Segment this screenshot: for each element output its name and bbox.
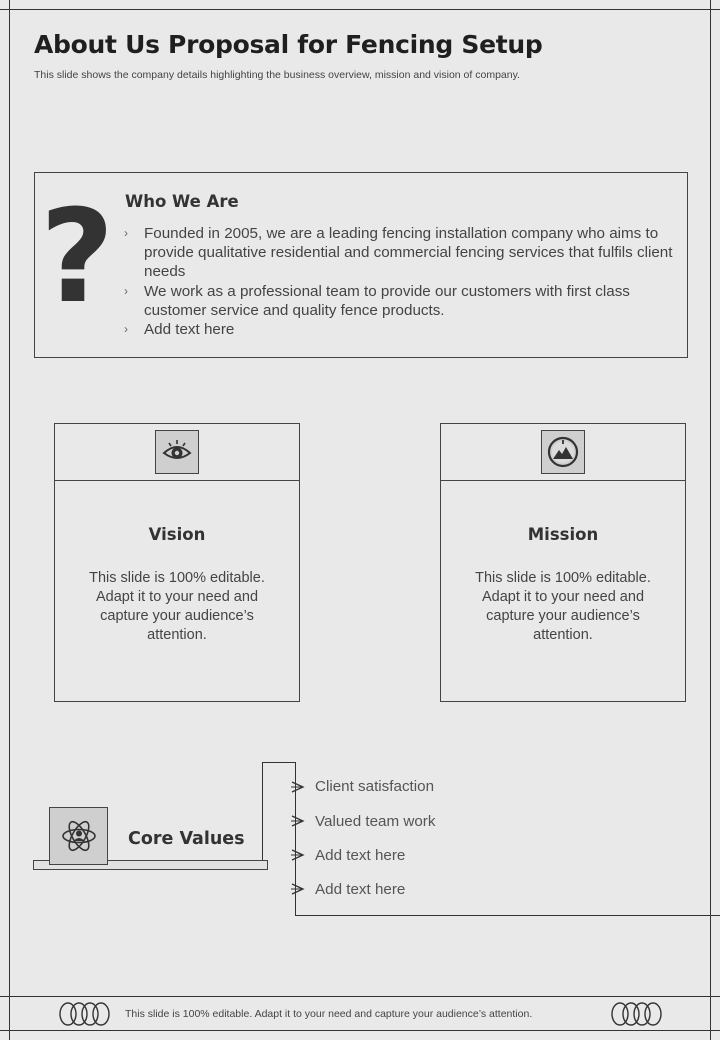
vision-card <box>54 423 300 702</box>
rings-icon <box>58 1001 112 1027</box>
vision-title: Vision <box>148 525 206 544</box>
arrow-right-icon <box>291 849 305 861</box>
footer-text: This slide is 100% editable. Adapt it to your need and capture your audience’s attention. <box>125 1008 533 1020</box>
frame-bottom-line <box>0 1030 720 1031</box>
bullet-icon: › <box>124 283 128 298</box>
core-values-connector-left <box>262 762 263 861</box>
arrow-right-icon <box>291 815 305 827</box>
core-value-item: Add text here <box>315 881 406 898</box>
arrow-right-icon <box>291 883 305 895</box>
frame-left-line <box>9 0 10 1040</box>
list-item-text: Add text here <box>144 321 235 339</box>
who-we-are-list <box>122 224 682 339</box>
mission-title: Mission <box>527 525 599 544</box>
frame-right-line <box>710 0 711 1040</box>
list-item <box>122 282 682 320</box>
list-item <box>122 320 682 339</box>
card-header <box>55 424 299 481</box>
core-value-item: Add text here <box>315 847 406 864</box>
eye-icon <box>155 430 199 474</box>
list-item <box>122 224 682 282</box>
bullet-icon: › <box>124 322 128 337</box>
core-values-connector-top <box>262 762 296 763</box>
mission-text: This slide is 100% editable. Adapt it to your need and capture your audience’s attention. <box>475 570 651 643</box>
arrow-right-icon <box>291 781 305 793</box>
list-item-text: Founded in 2005, we are a leading fencing installation company who aims to provide qualitative residential and commercial fencing services that fulfils client needs <box>144 225 673 281</box>
frame-footer-top-line <box>0 996 720 997</box>
list-item-text: We work as a professional team to provide our customers with first class customer service and quality fence products. <box>144 282 630 319</box>
core-value-item: Client satisfaction <box>315 778 435 795</box>
rings-icon <box>610 1001 664 1027</box>
core-values-title: Core Values <box>128 829 245 849</box>
question-mark-icon: ? <box>40 183 115 332</box>
page-title: About Us Proposal for Fencing Setup <box>34 30 543 59</box>
card-header <box>441 424 685 481</box>
mission-card <box>440 423 686 702</box>
who-we-are-title: Who We Are <box>125 192 239 211</box>
core-values-bottom-line <box>295 915 720 916</box>
core-value-item: Valued team work <box>315 813 436 830</box>
page-subtitle: This slide shows the company details highlighting the business overview, mission and vision of company. <box>34 69 520 81</box>
bullet-icon: › <box>124 226 128 240</box>
vision-text: This slide is 100% editable. Adapt it to your need and capture your audience’s attention. <box>89 570 265 643</box>
frame-top-line <box>0 9 720 10</box>
atom-person-icon <box>49 807 108 865</box>
mountain-compass-icon <box>541 430 585 474</box>
